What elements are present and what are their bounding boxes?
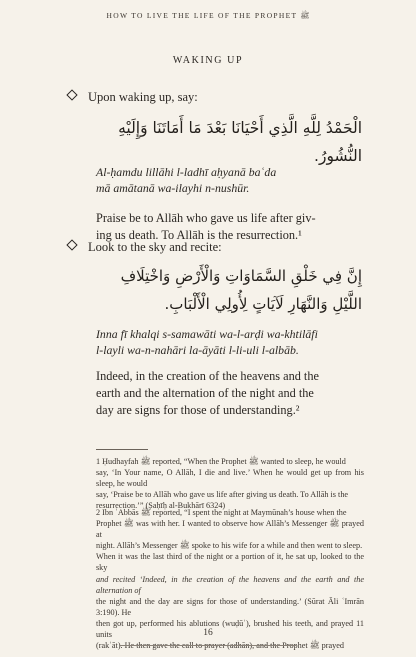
translit-line: Al-ḥamdu lillāhi l-ladhī aḥyanā baʿda [96, 165, 277, 179]
footnote-line: night. Allāh’s Messenger ﷺ spoke to his wife for a while and then went to sleep. [96, 541, 363, 551]
footnote-line: resurrection.’” (Ṣaḥīḥ al-Bukhārī 6324) [96, 501, 226, 511]
diamond-bullet-icon [66, 89, 77, 100]
translit-line: l-layli wa-n-nahāri la-āyāti l-li-uli l-albāb. [96, 343, 299, 357]
running-head: HOW TO LIVE THE LIFE OF THE PROPHET ﷺ [106, 11, 310, 20]
translation-line: Indeed, in the creation of the heavens and the [96, 369, 319, 383]
item-heading-1 [68, 90, 198, 105]
arabic-supplication-1 [90, 114, 362, 170]
translit-line: mā amātanā wa-ilayhi n-nushūr. [96, 181, 250, 195]
item-heading-text: Look to the sky and recite: [88, 240, 222, 254]
translation-line: Praise be to Allāh who gave us life after giv- [96, 211, 316, 225]
footnote-line: and recited ‘Indeed, in the creation of the heavens and the earth and the alternation of [96, 574, 364, 595]
footnote-line: (rakʿāt). He then gave the call to prayer (adhān), and the Prophet ﷺ prayed [96, 641, 344, 651]
arabic-line: الْحَمْدُ لِلَّهِ الَّذِي أَحْيَانَا بَعْدَ مَا أَمَاتَنَا وَإِلَيْهِ النُّشُورُ. [118, 119, 362, 165]
item-heading-2 [68, 240, 222, 255]
footnote-line: When it was the last third of the night or a portion of it, he sat up, looked to the sky [96, 552, 364, 573]
footnote-line: say, ‘In Your name, O Allāh, I die and live.’ When he would get up from his sleep, he would [96, 468, 364, 489]
footnote-line: then got up, performed his ablutions (wuḍūʾ), brushed his teeth, and prayed 11 units [96, 618, 364, 640]
section-title: WAKING UP [172, 55, 244, 66]
translation-line: ing us death. To Allāh is the resurrection.¹ [96, 228, 302, 242]
footnote-line: say, ‘Praise be to Allāh who gave us life after giving us death. To Allāh is the [96, 490, 349, 500]
arabic-verse-2 [90, 262, 362, 318]
footnote-divider [96, 449, 148, 450]
transliteration-1 [96, 164, 366, 196]
translation-line: earth and the alternation of the night and the [96, 386, 314, 400]
item-heading-text: Upon waking up, say: [88, 90, 198, 104]
footnote-line: 1 Ḥudhayfah ﷺ reported, “When the Prophet ﷺ wanted to sleep, he would [96, 457, 346, 466]
translit-line: Inna fī khalqi s-samawāti wa-l-arḍi wa-khtilāfi [96, 327, 318, 341]
diamond-bullet-icon [66, 239, 77, 250]
footnote-1 [96, 456, 364, 511]
footnote-line: 2 Ibn ʿAbbās ﷺ reported, “I spent the night at Maymūnah’s house when the [96, 508, 347, 517]
translation-line: day are signs for those of understanding.² [96, 403, 300, 417]
arabic-line: اللَّيْلِ وَالنَّهَارِ لَآيَاتٍ لِأُولِي الْأَلْبَابِ. [164, 295, 362, 313]
translation-1 [96, 210, 364, 244]
translation-2 [96, 368, 364, 419]
arabic-line: إِنَّ فِي خَلْقِ السَّمَاوَاتِ وَالْأَرْضِ وَاخْتِلَافِ [120, 267, 362, 285]
page-number: 16 [203, 628, 213, 638]
transliteration-2 [96, 326, 366, 358]
footnote-line: Prophet ﷺ was with her. I wanted to observe how Allāh’s Messenger ﷺ prayed at [96, 519, 364, 540]
bottom-rule [120, 645, 296, 646]
footnote-line: the night and the day are signs for those of understanding.’ (Sūrat Āli ʿImrān 3:190). He [96, 596, 364, 617]
